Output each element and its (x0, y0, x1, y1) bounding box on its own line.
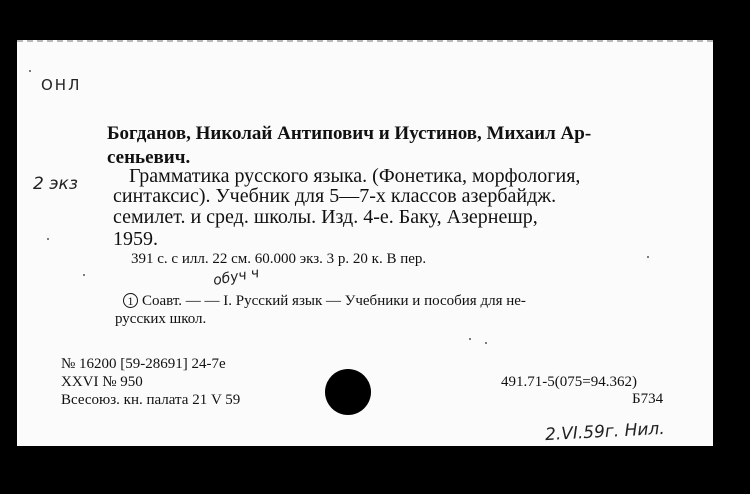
subject-line-2: русских школ. (115, 311, 207, 327)
speck (469, 338, 471, 340)
catalog-card (17, 40, 713, 446)
speck (647, 256, 649, 258)
footer-left-line: XXVI № 950 (61, 374, 143, 390)
speck (485, 342, 487, 344)
margin-handwriting: 2 экз (33, 174, 78, 194)
speck (29, 70, 31, 72)
speck (83, 274, 85, 276)
speck (47, 238, 49, 240)
title-line: Грамматика русского языка. (Фонетика, морфология, (129, 165, 581, 187)
footer-left-line: Всесоюз. кн. палата 21 V 59 (61, 392, 241, 408)
title-line: семилет. и сред. школы. Изд. 4-е. Баку, Азернешр, (113, 206, 538, 228)
shelfmark: ОНЛ (41, 76, 82, 94)
subject-text: Соавт. — — I. Русский язык — Учебники и пособия для не- (142, 293, 526, 309)
handwritten-note: обуч ч (211, 265, 261, 289)
subject-line-1 (123, 293, 526, 309)
subject-marker: 1 (123, 293, 138, 308)
punch-hole (325, 369, 371, 415)
title-line: синтаксис). Учебник для 5—7-х классов азербайдж. (113, 185, 557, 207)
physical-description: 391 с. с илл. 22 см. 60.000 экз. 3 р. 20 к. В пер. (131, 251, 427, 267)
title-line: 1959. (113, 228, 158, 250)
author-line-1: Богданов, Николай Антипович и Иустинов, Михаил Ар- (107, 123, 592, 144)
classification-code: 491.71-5(075=94.362) (501, 374, 637, 390)
footer-handwriting: 2.VI.59г. Нил. (544, 418, 666, 446)
footer-left-line: № 16200 [59-28691] 24-7е (61, 356, 226, 372)
author-line-2: сеньевич. (107, 147, 191, 168)
author-mark: Б734 (632, 391, 664, 407)
